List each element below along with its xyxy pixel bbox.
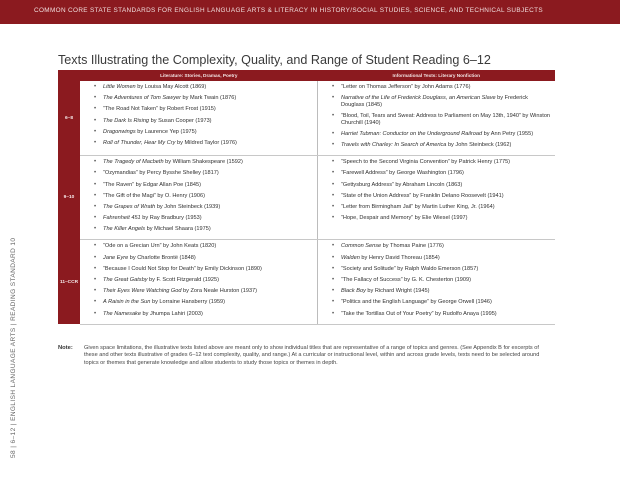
list-item <box>332 299 551 306</box>
work-title: Travels with Charley: In Search of America <box>341 141 447 148</box>
literature-cell <box>80 156 317 240</box>
literature-list <box>80 156 317 239</box>
work-author: “Blood, Toil, Tears and Sweat: Address to Parliament on May 13th, 1940” by Winston Churchill (1940) <box>341 112 551 126</box>
informational-list <box>318 240 555 323</box>
sidebar-running-title: 58 | 6–12 | ENGLISH LANGUAGE ARTS | READING STANDARD 10 <box>10 237 17 458</box>
table-header-row <box>58 70 555 81</box>
work-author: “Gettysburg Address” by Abraham Lincoln (1863) <box>341 181 463 188</box>
literature-cell <box>80 240 317 324</box>
work-author: “Because I Could Not Stop for Death” by Emily Dickinson (1890) <box>103 265 262 272</box>
grade-band-label: 11–CCR <box>58 240 80 324</box>
informational-list <box>318 156 555 228</box>
list-item <box>94 159 313 166</box>
list-item <box>332 266 551 273</box>
list-item <box>332 113 551 126</box>
header-bar <box>0 0 620 24</box>
work-author: “Letter from Birmingham Jail” by Martin Luther King, Jr. (1964) <box>341 203 495 210</box>
work-title: The Dark Is Rising <box>103 117 150 124</box>
list-item <box>94 288 313 295</box>
list-item <box>94 193 313 200</box>
work-title: Walden <box>341 254 360 261</box>
list-item <box>332 84 551 91</box>
literature-cell <box>80 81 317 156</box>
work-title: Black Boy <box>341 288 366 295</box>
list-item <box>332 131 551 138</box>
list-item <box>94 95 313 102</box>
list-item <box>94 311 313 318</box>
header-title: COMMON CORE STATE STANDARDS FOR ENGLISH LANGUAGE ARTS & LITERACY IN HISTORY/SOCIAL STUDIES, SCIENCE, AND TECHNICAL SUBJECTS <box>34 7 543 14</box>
list-item <box>332 277 551 284</box>
work-author: by Henry David Thoreau (1854) <box>359 254 440 261</box>
work-author: “The Gift of the Magi” by O. Henry (1906) <box>103 192 205 199</box>
work-author: by Frederick Douglass (1845) <box>341 95 528 108</box>
page-title: Texts Illustrating the Complexity, Quality, and Range of Student Reading 6–12 <box>58 53 491 67</box>
list-item <box>94 255 313 262</box>
work-author: by John Steinbeck (1962) <box>446 141 512 148</box>
work-title: The Grapes of Wrath <box>103 203 156 210</box>
work-author: “The Raven” by Edgar Allan Poe (1845) <box>103 181 201 188</box>
list-item <box>94 299 313 306</box>
work-title: A Raisin in the Sun <box>103 299 151 306</box>
work-title: The Tragedy of Macbeth <box>103 159 164 166</box>
work-author: “Ozymandias” by Percy Bysshe Shelley (1817) <box>103 170 219 177</box>
work-author: by William Shakespeare (1592) <box>163 159 243 166</box>
informational-cell <box>318 81 556 156</box>
work-author: by Jhumpa Lahiri (2003) <box>140 310 203 317</box>
literature-list <box>80 81 317 153</box>
work-title: Their Eyes Were Watching God <box>103 288 182 295</box>
work-author: by Richard Wright (1945) <box>365 288 430 295</box>
work-author: “Take the Tortillas Out of Your Poetry” by Rudolfo Anaya (1995) <box>341 310 497 317</box>
table-corner <box>58 70 80 81</box>
list-item <box>332 255 551 262</box>
informational-cell <box>318 240 556 324</box>
work-author: “Politics and the English Language” by George Orwell (1946) <box>341 299 492 306</box>
list-item <box>94 277 313 284</box>
work-title: The Great Gatsby <box>103 277 148 283</box>
list-item <box>94 106 313 113</box>
work-title: Jane Eyre <box>103 254 129 261</box>
list-item <box>94 215 313 222</box>
work-title: Fahrenheit 451 <box>103 215 141 222</box>
list-item <box>332 243 551 250</box>
table-row <box>58 156 555 240</box>
texts-table <box>58 70 555 325</box>
work-author: “Letter on Thomas Jefferson” by John Adams (1776) <box>341 84 471 90</box>
list-item <box>94 170 313 177</box>
work-author: “State of the Union Address” by Franklin Delano Roosevelt (1941) <box>341 192 504 199</box>
work-author: by John Steinbeck (1939) <box>155 203 221 210</box>
list-item <box>94 243 313 250</box>
work-author: by Lorraine Hansberry (1959) <box>150 299 226 306</box>
work-author: by Mildred Taylor (1976) <box>175 139 237 146</box>
work-author: by Mark Twain (1876) <box>180 95 237 102</box>
work-author: “The Road Not Taken” by Robert Frost (1915) <box>103 106 216 113</box>
list-item <box>94 226 313 233</box>
work-title: The Adventures of Tom Sawyer <box>103 95 181 102</box>
grade-band-label: 6–8 <box>58 81 80 156</box>
table-body <box>58 81 555 324</box>
list-item <box>94 129 313 136</box>
work-author: by Zora Neale Hurston (1937) <box>181 288 258 295</box>
list-item <box>332 95 551 108</box>
work-author: “Ode on a Grecian Urn” by John Keats (1820) <box>103 243 217 250</box>
work-author: by Ray Bradbury (1953) <box>140 215 202 222</box>
column-header-informational: Informational Texts: Literary Nonfiction <box>318 70 556 81</box>
work-author: “Hope, Despair and Memory” by Elie Wiesel (1997) <box>341 215 468 222</box>
work-author: by Michael Shaara (1975) <box>145 226 211 233</box>
work-title: Little Women <box>103 84 136 90</box>
work-author: by Ann Petry (1955) <box>482 130 534 137</box>
list-item <box>332 215 551 222</box>
list-item <box>332 311 551 318</box>
work-author: “Farewell Address” by George Washington (1796) <box>341 170 464 177</box>
list-item <box>332 204 551 211</box>
work-title: Common Sense <box>341 243 382 250</box>
work-title: Harriet Tubman: Conductor on the Underground Railroad <box>341 130 483 137</box>
work-title: The Killer Angels <box>103 226 146 233</box>
work-author: by Louisa May Alcott (1869) <box>135 84 207 90</box>
work-author: by Charlotte Brontë (1848) <box>128 254 196 261</box>
work-title: Roll of Thunder, Hear My Cry <box>103 139 176 146</box>
work-author: “Society and Solitude” by Ralph Waldo Emerson (1857) <box>341 265 479 272</box>
work-author: by Thomas Paine (1776) <box>381 243 444 250</box>
list-item <box>332 182 551 189</box>
list-item <box>332 170 551 177</box>
list-item <box>332 193 551 200</box>
list-item <box>94 140 313 147</box>
list-item <box>94 266 313 273</box>
informational-cell <box>318 156 556 240</box>
work-title: Narrative of the Life of Frederick Douglass, an American Slave <box>341 95 496 102</box>
column-header-literature: Literature: Stories, Dramas, Poetry <box>80 70 317 81</box>
work-author: “Speech to the Second Virginia Convention” by Patrick Henry (1775) <box>341 159 511 166</box>
work-author: “The Fallacy of Success” by G. K. Chesterton (1909) <box>341 277 471 283</box>
table-row <box>58 81 555 156</box>
list-item <box>94 182 313 189</box>
list-item <box>94 84 313 91</box>
informational-list <box>318 81 555 155</box>
table-row <box>58 240 555 324</box>
work-title: The Namesake <box>103 310 141 317</box>
list-item <box>332 159 551 166</box>
work-title: Dragonwings <box>103 128 136 135</box>
work-author: by Laurence Yep (1975) <box>135 128 197 135</box>
grade-band-label: 9–10 <box>58 156 80 240</box>
list-item <box>332 142 551 149</box>
list-item <box>94 118 313 125</box>
list-item <box>332 288 551 295</box>
list-item <box>94 204 313 211</box>
literature-list <box>80 240 317 323</box>
work-author: by Susan Cooper (1973) <box>149 117 212 124</box>
note-text: Given space limitations, the illustrative texts listed above are meant only to show individual titles that are representative of a range of topics and genres. (See Appendix B for excerpts of these and other texts illustrative of grades 6–12 text complexity, quality, and range.) At a curricular or instructional level, within and across grade levels, texts need to be selected around topics or themes that generate knowledge and allow students to study those topics or themes in depth. <box>84 345 540 366</box>
work-author: by F. Scott Fitzgerald (1925) <box>147 277 220 283</box>
note-label: Note: <box>58 345 73 351</box>
